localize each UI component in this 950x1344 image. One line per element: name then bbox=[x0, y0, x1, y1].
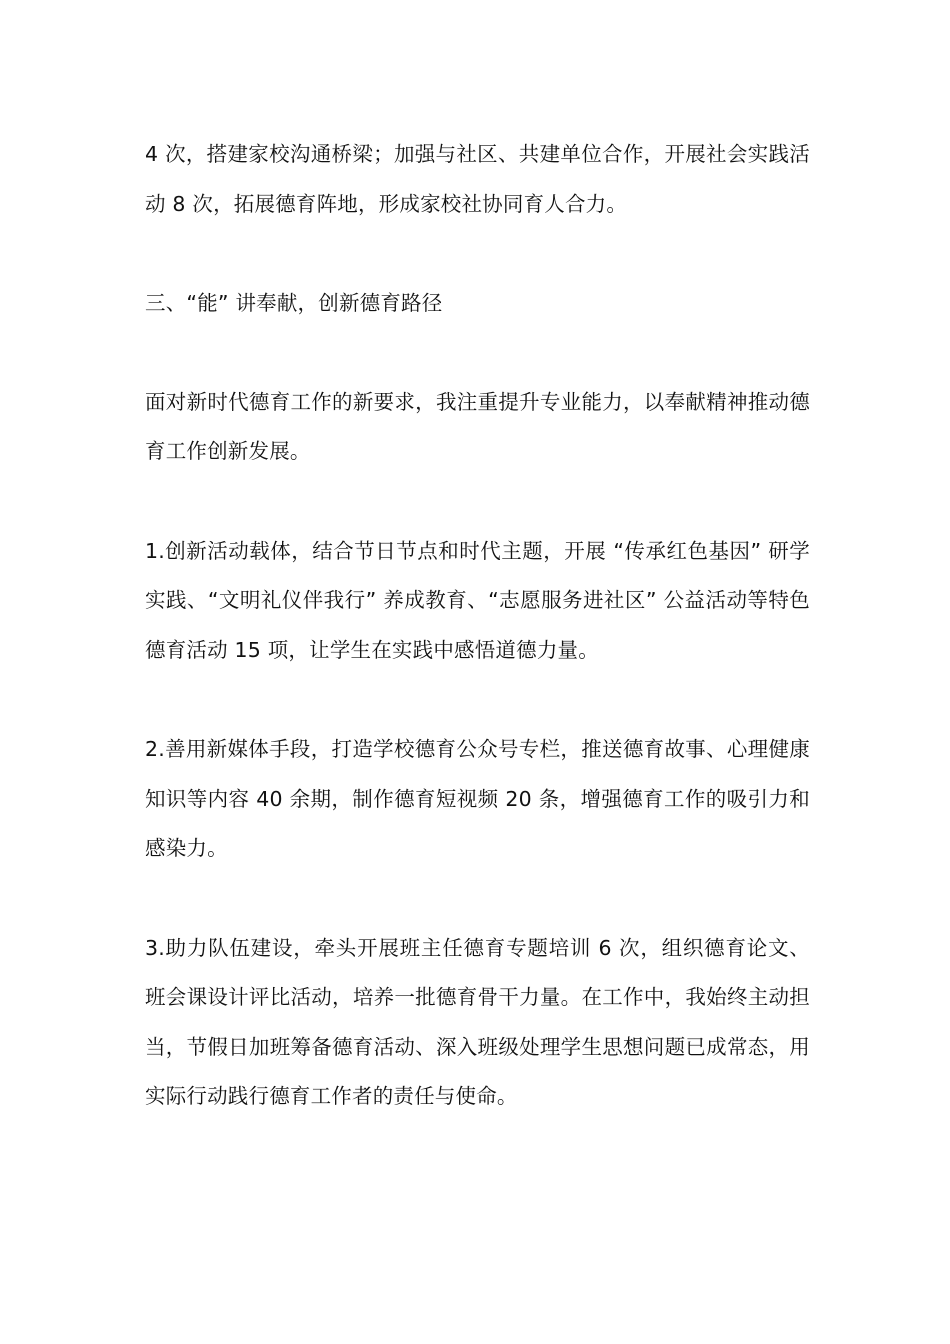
paragraph-item-2: 2.善用新媒体手段，打造学校德育公众号专栏，推送德育故事、心理健康知识等内容 40 余期，制作德育短视频 20 条，增强德育工作的吸引力和感染力。 bbox=[145, 737, 810, 860]
section-heading: 三、“能” 讲奉献，创新德育路径 bbox=[145, 291, 443, 315]
paragraph-intro: 面对新时代德育工作的新要求，我注重提升专业能力，以奉献精神推动德育工作创新发展。 bbox=[145, 389, 810, 463]
paragraph-item-3: 3.助力队伍建设，牵头开展班主任德育专题培训 6 次，组织德育论文、班会课设计评比活动，培养一批德育骨干力量。在工作中，我始终主动担当，节假日加班筹备德育活动、深入班级处理学生思想问题已成常态，用实际行动践行德育工作者的责任与使命。 bbox=[145, 935, 810, 1108]
paragraph-continuation: 4 次，搭建家校沟通桥梁；加强与社区、共建单位合作，开展社会实践活动 8 次，拓展德育阵地，形成家校社协同育人合力。 bbox=[145, 142, 810, 216]
paragraph-item-1: 1.创新活动载体，结合节日节点和时代主题，开展 “传承红色基因” 研学实践、“文明礼仪伴我行” 养成教育、“志愿服务进社区” 公益活动等特色德育活动 15 项，让学生在实践中感悟道德力量。 bbox=[145, 538, 810, 662]
document-body bbox=[145, 130, 810, 1172]
